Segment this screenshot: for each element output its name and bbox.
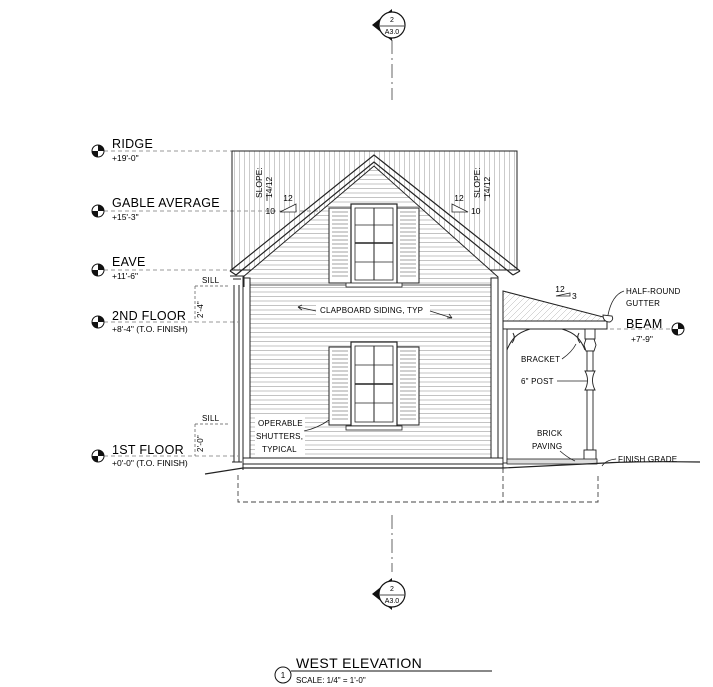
slope-run: 12 xyxy=(555,284,565,294)
slope-run: 12 xyxy=(283,193,293,203)
level-marker-eave xyxy=(92,255,146,281)
upper-window xyxy=(329,204,419,287)
section-tag-number: 2 xyxy=(390,586,394,593)
level-name: EAVE xyxy=(112,255,146,269)
note-text: BRACKET xyxy=(521,355,561,364)
level-elevation: +8'-4" (T.O. FINISH) xyxy=(112,324,188,334)
slope-value: 14/12 xyxy=(264,176,274,198)
dimension-lower xyxy=(195,414,230,456)
note-text: TYPICAL xyxy=(262,445,297,454)
downspout xyxy=(230,276,244,462)
level-elevation: +15'-3" xyxy=(112,212,139,222)
level-marker-beam xyxy=(626,317,684,344)
section-tag-sheet: A3.0 xyxy=(384,29,400,36)
note-text: HALF-ROUND xyxy=(626,287,681,296)
dimension-label: 2'-0" xyxy=(196,435,205,452)
note-finish-grade xyxy=(602,455,677,466)
slope-rise: 10 xyxy=(265,206,275,216)
level-elevation: +0'-0" (T.O. FINISH) xyxy=(112,458,188,468)
note-text: PAVING xyxy=(532,442,563,451)
level-name: GABLE AVERAGE xyxy=(112,196,220,210)
level-marker-first-floor xyxy=(92,443,188,468)
note-text: GUTTER xyxy=(626,299,661,308)
dimension-label: 2'-4" xyxy=(196,301,205,318)
slope-tag-porch xyxy=(555,284,577,301)
level-name: RIDGE xyxy=(112,137,154,151)
slope-rise: 10 xyxy=(471,206,481,216)
note-text: FINISH GRADE xyxy=(618,455,678,464)
porch-post xyxy=(584,329,596,463)
sill-label: SILL xyxy=(202,276,220,285)
view-scale: SCALE: 1/4" = 1'-0" xyxy=(296,676,366,685)
note-post xyxy=(518,375,587,386)
note-text: OPERABLE xyxy=(258,419,303,428)
note-text: 6" POST xyxy=(521,377,554,386)
grade xyxy=(205,462,700,502)
level-marker-gable-average xyxy=(92,196,220,222)
section-tag-number: 2 xyxy=(390,17,394,24)
level-elevation: +11'-6" xyxy=(112,271,138,281)
level-elevation: +7'-9" xyxy=(631,334,653,344)
level-name: 1ST FLOOR xyxy=(112,443,184,457)
level-marker-second-floor xyxy=(92,309,188,334)
level-elevation: +19'-0" xyxy=(112,153,139,163)
note-paving xyxy=(528,428,575,461)
level-name: 2ND FLOOR xyxy=(112,309,187,323)
view-number: 1 xyxy=(280,671,286,680)
porch-brackets xyxy=(507,329,585,350)
section-tag-sheet: A3.0 xyxy=(384,598,400,605)
note-text: CLAPBOARD SIDING, TYP xyxy=(320,306,424,315)
slope-label: SLOPE: xyxy=(472,167,482,198)
lower-window xyxy=(329,342,419,430)
slope-value: 14/12 xyxy=(482,176,492,198)
slope-rise: 3 xyxy=(572,291,577,301)
section-tag-top[interactable] xyxy=(372,9,405,41)
slope-label: SLOPE: xyxy=(254,167,264,198)
dimension-upper xyxy=(195,276,230,322)
title-block xyxy=(275,655,492,685)
level-marker-ridge xyxy=(92,137,153,163)
note-text: BRICK xyxy=(537,429,563,438)
note-text: SHUTTERS, xyxy=(256,432,304,441)
view-title: WEST ELEVATION xyxy=(296,655,423,671)
porch-beam xyxy=(503,321,607,329)
note-bracket xyxy=(518,344,576,364)
slope-run: 12 xyxy=(454,193,464,203)
brick-paving xyxy=(507,459,597,464)
level-name: BEAM xyxy=(626,317,663,331)
section-tag-bottom[interactable] xyxy=(372,578,405,610)
sill-label: SILL xyxy=(202,414,220,423)
note-gutter xyxy=(608,287,680,315)
